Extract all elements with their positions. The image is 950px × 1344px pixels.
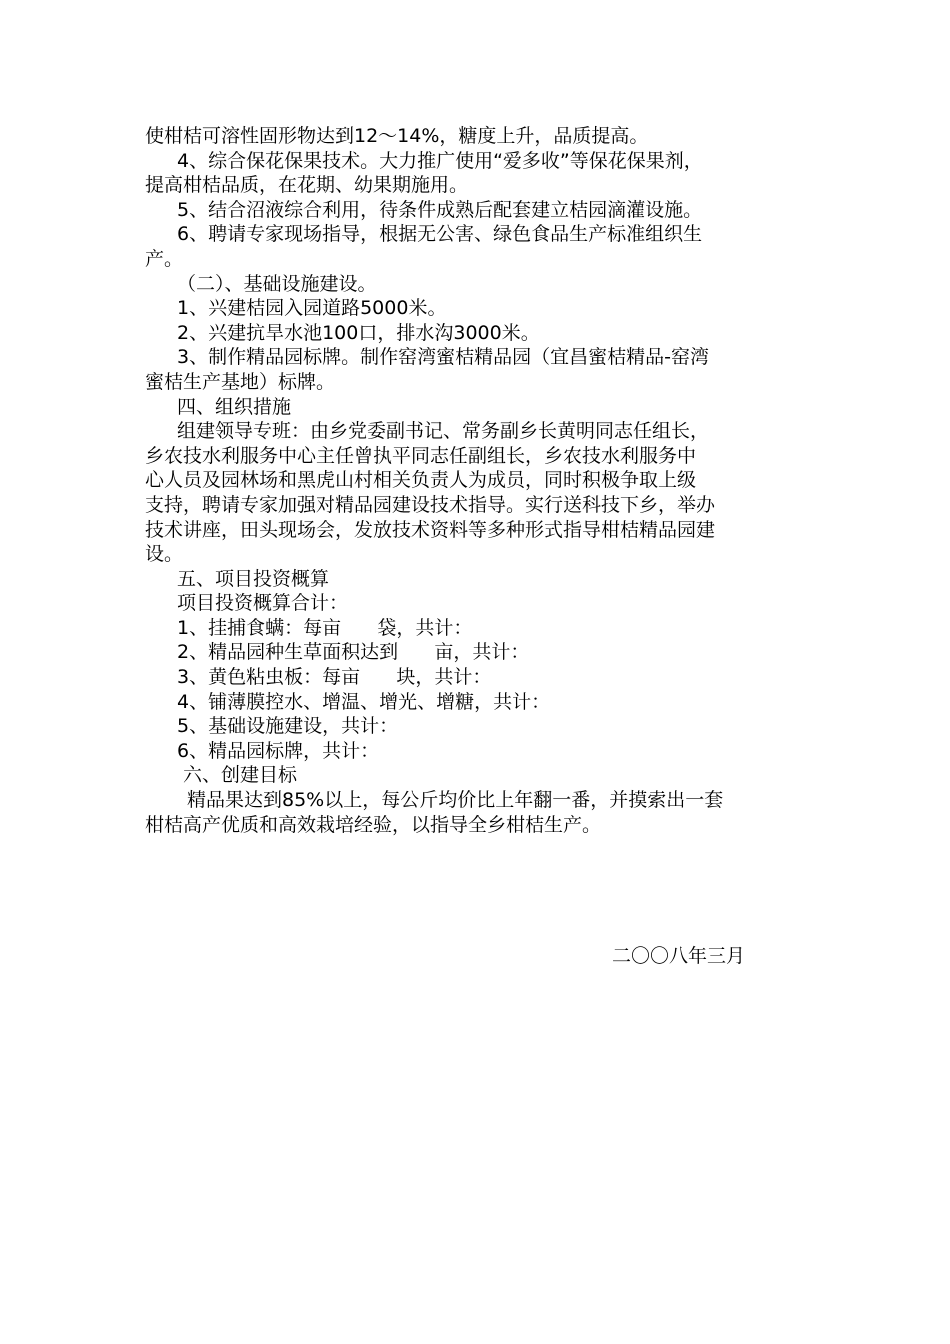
text-line: 蜜桔生产基地）标牌。: [145, 370, 336, 393]
text-line: 项目投资概算合计：: [177, 592, 349, 615]
section-heading: 五、项目投资概算: [177, 567, 330, 590]
text-line: 组建领导专班：由乡党委副书记、常务副乡长黄明同志任组长，: [177, 420, 710, 443]
text-line: 支持，聘请专家加强对精品园建设技术指导。实行送科技下乡，举办: [145, 493, 716, 516]
text-line: 5、基础设施建设，共计：: [177, 715, 399, 738]
section-heading: 四、组织措施: [177, 395, 292, 418]
section-heading: 六、创建目标: [183, 764, 298, 787]
text-line: 柑桔高产优质和高效栽培经验，以指导全乡柑桔生产。: [145, 813, 602, 836]
text-line: 4、综合保花保果技术。大力推广使用“爱多收”等保花保果剂，: [177, 149, 703, 172]
text-line: 1、兴建桔园入园道路5000米。: [177, 297, 447, 320]
text-line: 提高柑桔品质，在花期、幼果期施用。: [145, 174, 469, 197]
text-line: 精品果达到85%以上，每公斤均价比上年翻一番，并摸索出一套: [187, 789, 724, 812]
text-line: 5、结合沼液综合利用，待条件成熟后配套建立桔园滴灌设施。: [177, 198, 703, 221]
text-line: 6、精品园标牌，共计：: [177, 739, 380, 762]
text-line: 2、兴建抗旱水池100口，排水沟3000米。: [177, 321, 540, 344]
document-body: [145, 124, 810, 837]
section-heading: （二）、基础设施建设。: [177, 272, 377, 295]
text-line: 产。: [145, 247, 184, 270]
text-line: 1、挂捕食螨：每亩 袋，共计：: [177, 616, 473, 639]
text-line: 4、铺薄膜控水、增温、增光、增糖，共计：: [177, 690, 551, 713]
text-line: 3、制作精品园标牌。制作窑湾蜜桔精品园（宜昌蜜桔精品-窑湾: [177, 346, 709, 369]
text-line: 6、聘请专家现场指导，根据无公害、绿色食品生产标准组织生: [177, 223, 703, 246]
text-line: 2、精品园种生草面积达到 亩，共计：: [177, 641, 530, 664]
text-line: 设。: [145, 543, 184, 566]
document-date: 二〇〇八年三月: [612, 945, 746, 967]
text-line: 使柑桔可溶性固形物达到12～14%，糖度上升，品质提高。: [145, 125, 649, 147]
text-line: 技术讲座，田头现场会，发放技术资料等多种形式指导柑桔精品园建: [145, 518, 716, 541]
text-line: 心人员及园林场和黑虎山村相关负责人为成员，同时积极争取上级: [145, 469, 697, 492]
text-line: 3、黄色粘虫板：每亩 块，共计：: [177, 666, 492, 689]
text-line: 乡农技水利服务中心主任曾执平同志任副组长，乡农技水利服务中: [145, 444, 697, 467]
